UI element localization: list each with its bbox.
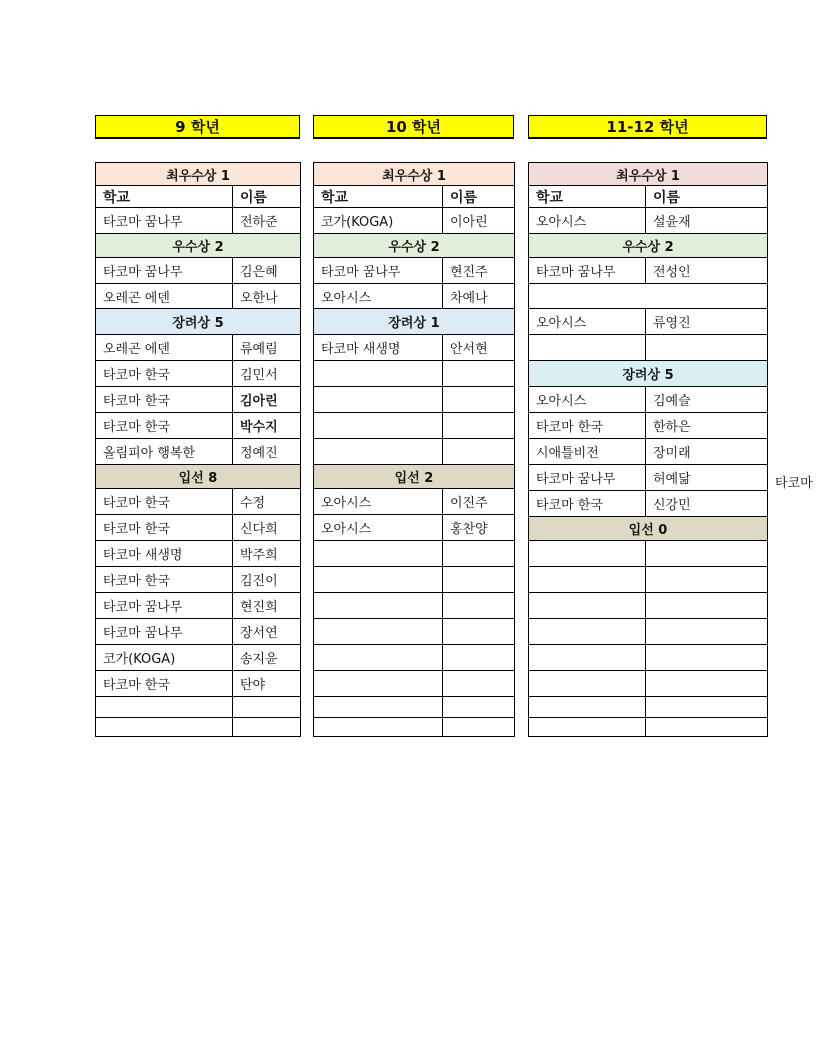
- grade-9-title: 9 학년: [95, 115, 300, 139]
- table-row: [96, 541, 301, 567]
- table-row: [314, 645, 515, 671]
- table-row: [96, 258, 301, 284]
- school-cell: 타코마 새생명: [314, 335, 443, 361]
- table-row: [96, 645, 301, 671]
- name-cell: 이진주: [443, 489, 515, 515]
- school-cell: 타코마 한국: [96, 361, 233, 387]
- name-cell: 현진주: [443, 258, 515, 284]
- school-cell: [314, 697, 443, 718]
- school-cell: 오아시스: [314, 489, 443, 515]
- table-row: [96, 439, 301, 465]
- school-cell: [529, 567, 646, 593]
- award-section-title: 우수상 2: [96, 234, 301, 258]
- school-cell: [314, 567, 443, 593]
- school-cell: [314, 619, 443, 645]
- school-cell: [314, 361, 443, 387]
- school-cell: [529, 718, 646, 737]
- school-cell: 타코마 꿈나무: [529, 258, 646, 284]
- table-row: [314, 671, 515, 697]
- school-cell: [314, 671, 443, 697]
- name-cell: 김은혜: [233, 258, 301, 284]
- school-cell: 오아시스: [314, 515, 443, 541]
- table-row: [96, 718, 301, 737]
- name-cell: 수정: [233, 489, 301, 515]
- name-cell: 탄야: [233, 671, 301, 697]
- name-column-header: 이름: [443, 186, 515, 208]
- school-cell: 타코마 한국: [96, 515, 233, 541]
- name-cell: [646, 718, 768, 737]
- name-cell: 김예슬: [646, 387, 768, 413]
- name-cell: 안서현: [443, 335, 515, 361]
- table-row: [314, 335, 515, 361]
- school-column-header: 학교: [529, 186, 646, 208]
- table-row: [314, 413, 515, 439]
- award-section-row: [96, 465, 301, 489]
- table-row: [96, 489, 301, 515]
- name-cell: 홍찬양: [443, 515, 515, 541]
- school-cell: 오아시스: [529, 208, 646, 234]
- name-cell: [646, 335, 768, 361]
- table-row: [529, 439, 768, 465]
- table-row: [96, 671, 301, 697]
- name-cell: [233, 697, 301, 718]
- overflow-cell-text: 타코마: [775, 476, 813, 491]
- table-row: [96, 387, 301, 413]
- award-section-row: [314, 234, 515, 258]
- award-section-title: 장려상 5: [96, 309, 301, 335]
- award-section-row: [96, 309, 301, 335]
- table-row: [529, 258, 768, 284]
- table-row: [314, 718, 515, 737]
- table-row: [314, 515, 515, 541]
- name-cell: 박주희: [233, 541, 301, 567]
- school-cell: 오레곤 에덴: [96, 335, 233, 361]
- table-row: [314, 697, 515, 718]
- school-cell: 오레곤 에덴: [96, 284, 233, 309]
- school-cell: [314, 718, 443, 737]
- table-row: [529, 208, 768, 234]
- table-row: [529, 567, 768, 593]
- school-cell: [529, 619, 646, 645]
- school-cell: 시애틀비전: [529, 439, 646, 465]
- table-row: [529, 491, 768, 517]
- table-row: [314, 619, 515, 645]
- name-cell: 김진이: [233, 567, 301, 593]
- school-cell: [96, 697, 233, 718]
- table-row: [529, 335, 768, 361]
- school-cell: [314, 387, 443, 413]
- table-row: [96, 208, 301, 234]
- school-cell: [529, 645, 646, 671]
- award-section-row: [529, 234, 768, 258]
- table-row: [314, 439, 515, 465]
- merged-cell: [529, 284, 768, 309]
- name-cell: 정예진: [233, 439, 301, 465]
- name-cell: 신다희: [233, 515, 301, 541]
- table-row: [529, 697, 768, 718]
- table-row: [314, 541, 515, 567]
- name-column-header: 이름: [233, 186, 301, 208]
- school-cell: 타코마 꿈나무: [96, 619, 233, 645]
- school-column-header: 학교: [314, 186, 443, 208]
- award-section-title: 최우수상 1: [96, 163, 301, 186]
- name-cell: 신강민: [646, 491, 768, 517]
- table-row: [529, 284, 768, 309]
- grade-9-awards-table: [95, 162, 301, 737]
- award-section-title: 최우수상 1: [529, 163, 768, 186]
- table-row: [529, 387, 768, 413]
- name-cell: 류영진: [646, 309, 768, 335]
- school-cell: 타코마 한국: [529, 413, 646, 439]
- name-cell: [646, 697, 768, 718]
- name-cell: [443, 439, 515, 465]
- table-row: [529, 465, 768, 491]
- table-row: [96, 515, 301, 541]
- name-cell: [443, 567, 515, 593]
- school-cell: [314, 593, 443, 619]
- table-row: [96, 335, 301, 361]
- name-cell: 김민서: [233, 361, 301, 387]
- school-cell: 타코마 새생명: [96, 541, 233, 567]
- table-row: [96, 619, 301, 645]
- name-cell: 허예닮: [646, 465, 768, 491]
- table-row: [314, 284, 515, 309]
- award-section-title: 입선 0: [529, 517, 768, 541]
- school-cell: [529, 697, 646, 718]
- table-row: [314, 361, 515, 387]
- name-cell: [443, 593, 515, 619]
- name-cell: 이아린: [443, 208, 515, 234]
- award-section-title: 입선 2: [314, 465, 515, 489]
- name-cell: 송지윤: [233, 645, 301, 671]
- name-cell: 차예나: [443, 284, 515, 309]
- name-cell: [443, 413, 515, 439]
- name-cell: 설윤재: [646, 208, 768, 234]
- school-cell: [96, 718, 233, 737]
- school-cell: 오아시스: [529, 387, 646, 413]
- table-row: [96, 697, 301, 718]
- award-section-row: [96, 163, 301, 186]
- name-cell: [646, 619, 768, 645]
- name-cell: [646, 567, 768, 593]
- table-row: [529, 671, 768, 697]
- school-cell: 오아시스: [529, 309, 646, 335]
- school-cell: 코가(KOGA): [314, 208, 443, 234]
- table-row: [529, 413, 768, 439]
- name-cell: 현진희: [233, 593, 301, 619]
- name-cell: 류예림: [233, 335, 301, 361]
- school-cell: 오아시스: [314, 284, 443, 309]
- award-section-row: [314, 163, 515, 186]
- grade-10-awards-table: [313, 162, 515, 737]
- school-column-header: 학교: [96, 186, 233, 208]
- table-row: [314, 593, 515, 619]
- table-row: [96, 361, 301, 387]
- name-cell: [443, 671, 515, 697]
- name-cell: 전성인: [646, 258, 768, 284]
- award-section-title: 우수상 2: [314, 234, 515, 258]
- school-cell: [314, 439, 443, 465]
- table-row: [96, 413, 301, 439]
- school-cell: 타코마 한국: [96, 489, 233, 515]
- table-row: [529, 309, 768, 335]
- table-row: [314, 208, 515, 234]
- name-cell: 박수지: [233, 413, 301, 439]
- name-cell: [443, 619, 515, 645]
- name-cell: [443, 387, 515, 413]
- award-section-row: [529, 517, 768, 541]
- name-cell: [646, 671, 768, 697]
- school-cell: [529, 671, 646, 697]
- table-row: [96, 593, 301, 619]
- school-cell: 타코마 꿈나무: [96, 208, 233, 234]
- award-section-title: 우수상 2: [529, 234, 768, 258]
- school-cell: [529, 335, 646, 361]
- school-cell: [314, 541, 443, 567]
- table-row: [314, 258, 515, 284]
- school-cell: 타코마 한국: [96, 567, 233, 593]
- table-row: [529, 619, 768, 645]
- school-cell: 타코마 꿈나무: [314, 258, 443, 284]
- name-cell: [443, 697, 515, 718]
- school-cell: 타코마 꿈나무: [96, 258, 233, 284]
- table-row: [314, 567, 515, 593]
- school-cell: [314, 413, 443, 439]
- name-cell: [443, 541, 515, 567]
- name-cell: [443, 718, 515, 737]
- grade-11-12-awards-table: [528, 162, 768, 737]
- table-header-row: [314, 186, 515, 208]
- name-cell: 김아린: [233, 387, 301, 413]
- table-header-row: [96, 186, 301, 208]
- name-cell: 한하은: [646, 413, 768, 439]
- table-row: [96, 567, 301, 593]
- award-section-row: [96, 234, 301, 258]
- grade-11-12-title: 11-12 학년: [528, 115, 767, 139]
- award-section-row: [529, 163, 768, 186]
- school-cell: [529, 541, 646, 567]
- school-cell: 타코마 꿈나무: [96, 593, 233, 619]
- award-section-row: [314, 465, 515, 489]
- table-row: [96, 284, 301, 309]
- award-section-row: [529, 361, 768, 387]
- name-cell: [646, 593, 768, 619]
- table-row: [529, 593, 768, 619]
- name-cell: [233, 718, 301, 737]
- name-cell: [646, 541, 768, 567]
- award-section-row: [314, 309, 515, 335]
- name-column-header: 이름: [646, 186, 768, 208]
- name-cell: 전하준: [233, 208, 301, 234]
- name-cell: [443, 645, 515, 671]
- table-row: [529, 541, 768, 567]
- school-cell: 올림피아 행복한: [96, 439, 233, 465]
- award-section-title: 장려상 1: [314, 309, 515, 335]
- table-row: [314, 387, 515, 413]
- grade-10-title: 10 학년: [313, 115, 514, 139]
- school-cell: [314, 645, 443, 671]
- table-row: [314, 489, 515, 515]
- name-cell: [646, 645, 768, 671]
- name-cell: 장서연: [233, 619, 301, 645]
- school-cell: [529, 593, 646, 619]
- table-row: [529, 718, 768, 737]
- school-cell: 코가(KOGA): [96, 645, 233, 671]
- school-cell: 타코마 꿈나무: [529, 465, 646, 491]
- award-section-title: 장려상 5: [529, 361, 768, 387]
- school-cell: 타코마 한국: [96, 387, 233, 413]
- award-section-title: 최우수상 1: [314, 163, 515, 186]
- name-cell: [443, 361, 515, 387]
- name-cell: 장미래: [646, 439, 768, 465]
- table-header-row: [529, 186, 768, 208]
- school-cell: 타코마 한국: [529, 491, 646, 517]
- school-cell: 타코마 한국: [96, 671, 233, 697]
- award-section-title: 입선 8: [96, 465, 301, 489]
- name-cell: 오한나: [233, 284, 301, 309]
- school-cell: 타코마 한국: [96, 413, 233, 439]
- table-row: [529, 645, 768, 671]
